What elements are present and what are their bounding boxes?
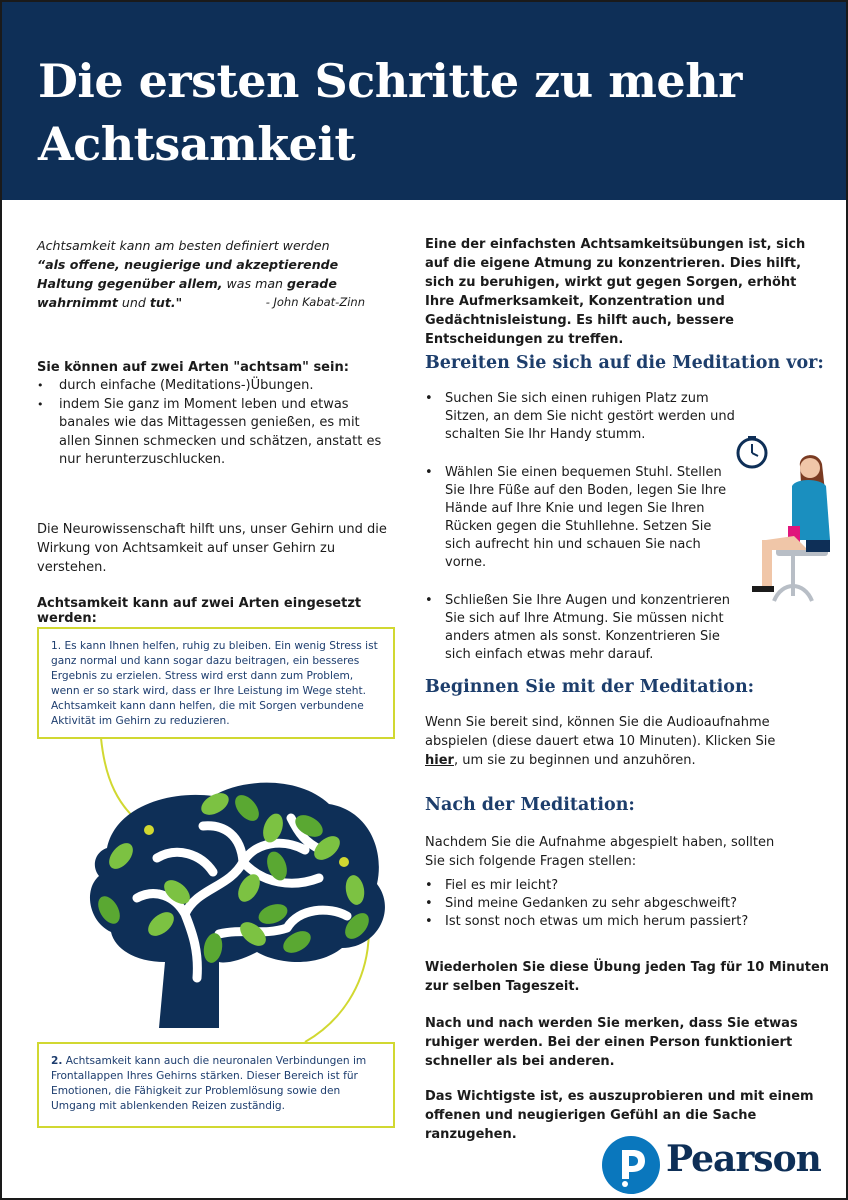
list-item: • Suchen Sie sich einen ruhigen Platz zum Sitzen, an dem Sie nicht gestört werden und schalten Sie Ihr Handy stumm. — [425, 390, 741, 444]
pearson-logo-icon — [600, 1135, 662, 1195]
kabat-zinn-quote: Achtsamkeit kann am besten definiert werden “als offene, neugierige und akzeptierende Haltung gegenüber allem, was man gerade wahrnimmt und tut." - John Kabat-Zinn — [37, 236, 387, 312]
after-heading: Nach der Meditation: — [425, 795, 635, 815]
meditation-person-illustration — [736, 436, 836, 606]
after-text: Nachdem Sie die Aufnahme abgespielt haben, sollten Sie sich folgende Fragen stellen: — [425, 835, 775, 869]
clock-icon — [738, 436, 766, 467]
gradually-text: Nach und nach werden Sie merken, dass Sie etwas ruhiger werden. Bei der einen Person funktioniert schneller als bei anderen. — [425, 1016, 798, 1069]
repeat-text: Wiederholen Sie diese Übung jeden Tag für 10 Minuten zur selben Tageszeit. — [425, 960, 830, 994]
intro-text: Eine der einfachsten Achtsamkeitsübungen ist, sich auf die eigene Atmung zu konzentrieren. Dies hilft, sich zu beruhigen, wirkt gut gegen Sorgen, erhöht Ihre Aufmerksamkeit, Konzentration und Gedächtnisleistung. Es hilft auch, bessere Entscheidungen zu treffen. — [425, 237, 806, 347]
connector-dot-bottom — [339, 857, 349, 867]
brain-illustration — [37, 738, 417, 1048]
ways-list — [37, 377, 382, 470]
prep-list — [425, 390, 741, 664]
list-item: • Sind meine Gedanken zu sehr abgeschweift? — [425, 895, 825, 913]
list-item: • Fiel es mir leicht? — [425, 877, 825, 895]
neuro-text: Die Neurowissenschaft hilft uns, unser Gehirn und die Wirkung von Achtsamkeit auf unser Gehirn zu verstehen. — [37, 522, 387, 575]
ways-heading: Sie können auf zwei Arten "achtsam" sein: — [37, 360, 349, 375]
brain-shape — [90, 783, 385, 1028]
pearson-logo-text: Pearson — [666, 1138, 821, 1180]
begin-heading: Beginnen Sie mit der Meditation: — [425, 677, 755, 697]
header-banner — [2, 2, 846, 200]
list-item: • indem Sie ganz im Moment leben und etwas banales wie das Mittagessen genießen, es mit allen Sinnen schmecken und schätzen, anstatt es nur herunterzuschlucken. — [37, 396, 382, 470]
quote-author: - John Kabat-Zinn — [265, 295, 365, 309]
prep-heading: Bereiten Sie sich auf die Meditation vor: — [425, 353, 824, 373]
list-item: • Wählen Sie einen bequemen Stuhl. Stellen Sie Ihre Füße auf den Boden, legen Sie Ihre Hände auf Ihre Knie und legen Sie Ihren Rücken gegen die Stuhllehne. Setzen Sie sich aufrecht hin und schauen Sie nach vorne. — [425, 464, 741, 572]
list-item: • Schließen Sie Ihre Augen und konzentrieren Sie sich auf Ihre Atmung. Sie müssen nicht anders atmen als sonst. Konzentrieren Sie sich einfach etwas mehr darauf. — [425, 592, 741, 664]
connector-dot-top — [144, 825, 154, 835]
begin-text: Wenn Sie bereit sind, können Sie die Audioaufnahme abspielen (diese dauert etwa 10 Minuten). Klicken Sie hier, um sie zu beginnen und anzuhören. — [425, 715, 776, 768]
questions-list — [425, 877, 825, 931]
list-item: • Ist sonst noch etwas um mich herum passiert? — [425, 913, 825, 931]
important-text: Das Wichtigste ist, es auszuprobieren und mit einem offenen und neugierigen Gefühl an die Sache ranzugehen. — [425, 1089, 814, 1142]
use-heading: Achtsamkeit kann auf zwei Arten eingesetzt werden: — [37, 596, 362, 626]
audio-link[interactable]: hier — [425, 753, 454, 768]
info-box-connections: 2. Achtsamkeit kann auch die neuronalen Verbindungen im Frontallappen Ihres Gehirns stärken. Dieser Bereich ist für Emotionen, die Fähigkeit zur Problemlösung sowie den Umgang mit ablenkenden Reizen zuständig. — [37, 1042, 395, 1128]
info-box-calm: 1. Es kann Ihnen helfen, ruhig zu bleiben. Ein wenig Stress ist ganz normal und kann sogar dazu beitragen, ein besseres Ergebnis zu erzielen. Stress wird erst dann zum Problem, wenn er so stark wird, dass er Ihre Leistung im Wege steht. Achtsamkeit kann dann helfen, die mit Sorgen verbundene Aktivität im Gehirn zu reduzieren. — [37, 627, 395, 739]
list-item: • durch einfache (Meditations-)Übungen. — [37, 377, 382, 396]
page-title: Die ersten Schritte zu mehr Achtsamkeit — [38, 54, 742, 171]
